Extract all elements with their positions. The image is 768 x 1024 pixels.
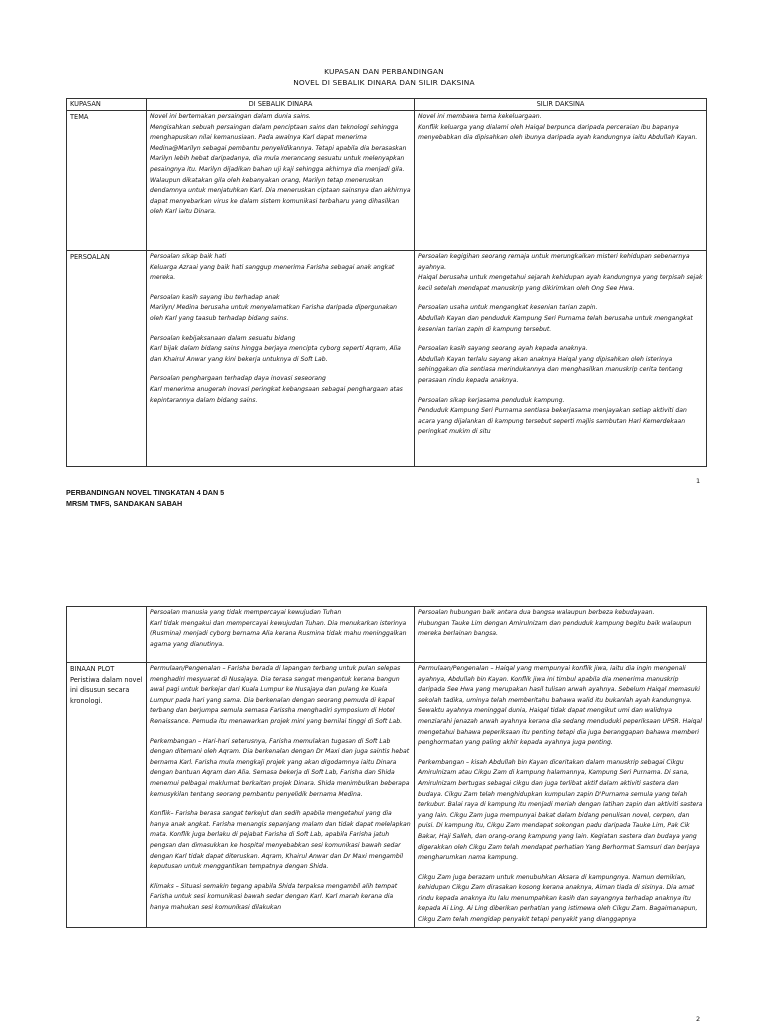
paragraph: Perkembangan – kisah Abdullah bin Kayan diceritakan dalam manuskrip sebagai Cikgu Amirulnizam atau Cikgu Zam di kampung halamannya, Kampung Seri Purnama. Di sana, Amirulnizam bertugas sebagai cikgu dan juga terlibat aktif dalam aktiviti sastera dan budaya. Cikgu Zam telah menghidupkan kumpulan zapin D'Purnama semula yang telah terkubur. Balai raya di kampung itu menjadi meriah dengan latihan zapin dan aktiviti sastera yang lain. Cikgu Zam juga mempunyai bakat dalam bidang penulisan novel, cerpen, dan puisi. Di kampung itu, Cikgu Zam mendapat sokongan padu daripada Tauke Lim, Pak Cik Bakar, Haji Salleh, dan orang-orang kampung yang lain. Kegiatan sastera dan budaya yang digerakkan oleh Cikgu Zam telah mendapat perhatian Yang Berhormat Samsuri dan berjaya mengharumkan nama kampung. <box>418 758 703 862</box>
paragraph: Persoalan kebijaksanaan dalam sesuatu bidang <box>150 334 296 342</box>
paragraph: Haiqal berusaha untuk mengetahui sejarah kehidupan ayah kandungnya yang terpisah sejak kecil setelah mendapat manuskrip yang dikirimkan oleh Ong See Hwa. <box>418 274 703 292</box>
table-row-binaan-plot <box>67 663 707 928</box>
paragraph: Persoalan kasih sayang seorang ayah kepada anaknya. <box>418 345 588 353</box>
paragraph: Keluarga Azraai yang baik hati sanggup menerima Farisha sebagai anak angkat mereka. <box>150 263 395 282</box>
paragraph: Penduduk Kampung Seri Purnama sentiasa bekerjasama menjayakan setiap aktiviti dan acara yang dijalankan di kampung tersebut seperti majlis sambutan Hari Kemerdekaan peringkat mukim di situ <box>418 407 687 436</box>
cell-silir-plot <box>415 663 707 928</box>
paragraph: Persoalan hubungan baik antara dua bangsa walaupun berbeza kebudayaan. <box>418 609 655 616</box>
paragraph: Karl menerima anugerah inovasi peringkat kebangsaan sebagai penghargaan atas kepintarannya dalam bidang sains. <box>150 385 403 404</box>
paragraph: Persoalan usaha untuk mengangkat kesenian tarian zapin. <box>418 304 598 312</box>
paragraph: Hubungan Tauke Lim dengan Amirulnizam dan penduduk kampung begitu baik walaupun mereka berlainan bangsa. <box>418 619 692 638</box>
row-label-tema: TEMA <box>67 111 147 251</box>
cell-dinara-persoalan <box>147 251 415 467</box>
page-number: 2 <box>696 1015 701 1023</box>
paragraph: Persoalan sikap baik hati <box>150 253 227 260</box>
document-subtitle: NOVEL DI SEBALIK DINARA DAN SILIR DAKSINA <box>293 78 475 87</box>
row-label-empty <box>67 607 147 663</box>
paragraph: Permulaan/Pengenalan – Farisha berada di lapangan terbang untuk pulan selepas menghadiri mesyuarat di Nusajaya. Dia terasa sangat mengantuk kerana bangun awal pagi untuk berkejar dari Kuala Lumpur ke Nusajaya dan pulang ke Kuala Lumpur pada hari yang sama. Dia berkenalan dengan seorang pemuda di kapal terbang dan berjumpa semula semasa Farissha menghadiri symposium di Hotel Renaissance. Pemuda itu menawarkan projek mini yang bernilai tinggi di Soft Lab. <box>150 665 403 725</box>
row-label-persoalan: PERSOALAN <box>67 251 147 467</box>
paragraph: Abdullah Kayan dan penduduk Kampung Seri Purnama telah berusaha untuk mengangkat kesenian tarian zapin di kampung tersebut. <box>418 314 693 333</box>
paragraph: Perkembangan – Hari-hari seterusnya, Farisha memulakan tugasan di Soft Lab dengan ditemani oleh Aqram. Dia berkenalan dengan Dr Maxi dan juga saintis hebat bernama Karl. Farisha mula mengkaji projek yang akan digodamnya iaitu Dinara dengan bantuan Aqram dan Alia. Semasa bekerja di Soft Lab, Farisha dan Shida menemui pelbagai maklumat berkaitan projek Dinara. Shida menimbulkan beberapa kemusykilan tentang seorang pembantu penyelidik bernama Medina. <box>150 737 410 798</box>
cell-dinara-plot <box>147 663 415 928</box>
cell-dinara-tema <box>147 111 415 251</box>
table-row-persoalan-continued <box>67 607 707 663</box>
paragraph: Novel ini bertemakan persaingan dalam dunia sains. <box>150 113 311 120</box>
paragraph: Konflik keluarga yang dialami oleh Haiqal berpunca daripada perceraian ibu bapanya menyebabkan dia dipisahkan oleh ibunya daripada ayah kandungnya iaitu Abdullah Kayan. <box>418 123 698 142</box>
paragraph: Marilyn/ Medina berusaha untuk menyelamatkan Farisha daripada dipergunakan oleh Karl yang taasub terhadap bidang sains. <box>150 304 397 322</box>
paragraph: Abdullah Kayan terlalu sayang akan anaknya Haiqal yang dipisahkan oleh isterinya sehinggakan dia sentiasa merindukannya dan menghasilkan manuskrip cerita tentang perasaan rindu kepada anaknya. <box>418 355 683 384</box>
footer-title: PERBANDINGAN NOVEL TINGKATAN 4 DAN 5 <box>66 488 225 497</box>
paragraph: Persoalan kegigihan seorang remaja untuk merungkaikan misteri kehidupan sebenarnya ayahnya. <box>418 253 690 271</box>
paragraph: Persoalan manusia yang tidak mempercayai kewujudan Tuhan <box>150 609 342 616</box>
paragraph: Mengisahkan sebuah persaingan dalam penciptaan sains dan teknologi sehingga menghapuskan nilai kemanusiaan. Pada awalnya Karl dapat menerima Medina@Marilyn sebagai pembantu penyelidikannya. Tetapi apabila dia berasaskan Marilyn lebih hebat daripadanya, dia mula merancang sesuatu untuk melenyapkan pesaingnya itu. Marilyn dijadikan bahan uji kaji sehingga akhirnya dia menjadi gila. Walaupun dikatakan gila oleh kebanyakan orang, Marilyn tetap meneruskan dendamnya untuk menjatuhkan Karl. Dia meneruskan ciptaan sainsnya dan akhirnya dapat menyebarkan virus ke dalam sistem komunikasi terbaharu yang dihasilkan oleh Karl iaitu Dinara. <box>150 123 411 216</box>
paragraph: Konflik– Farisha berasa sangat terkejut dan sedih apabila mengetahui yang dia hanya anak angkat. Farisha menangis sepanjang malam dan tidak dapat melelapkan mata. Konflik juga berlaku di pejabat Farisha di Soft Lab, apabila Farisha jatuh pengsan dan dimasukkan ke hospital menyebabkan sesi komunikasi bawah sedar dengan Karl tidak dapat diteruskan. Aqram, Khairul Anwar dan Dr Maxi mengambil keputusan untuk menggantikan tempatnya dengan Shida. <box>150 810 411 871</box>
header-kupasan: KUPASAN <box>67 99 147 111</box>
cell-silir-persoalan-cont <box>415 607 707 663</box>
table-header-row <box>67 99 707 111</box>
paragraph: Persoalan sikap kerjasama penduduk kampung. <box>418 396 565 404</box>
paragraph: Karl bijak dalam bidang sains hingga berjaya mencipta cyborg seperti Aqram, Alia dan Khairul Anwar yang kini bekerja untuknya di Soft Lab. <box>150 345 401 363</box>
cell-silir-persoalan <box>415 251 707 467</box>
paragraph: Permulaan/Pengenalan – Haiqal yang mempunyai konflik jiwa, iaitu dia ingin mengenali ayahnya, Abdullah bin Kayan. Konflik jiwa ini timbul apabila dia menerima manuskrip daripada See Hwa yang merupakan hasil tulisan arwah ayahnya. Sebelum Haiqal memasuki sekolah tadika, uminya telah memberitahu bahawa walid itu bukanlah ayah kandungnya. Sewaktu ayahnya meninggal dunia, Haiqal tidak dapat mengikut umi dan walidnya menziarahi jenazah arwah ayahnya kerana dia sedang menduduki peperiksaan UPSR. Haiqal mengetahui bahawa peperiksaan itu penting tetapi dia juga beranggapan bahawa memberi penghormatan yang paling akhir kepada ayahnya juga penting. <box>418 665 702 747</box>
footer-school: MRSM TMFS, SANDAKAN SABAH <box>66 499 183 508</box>
paragraph: Persoalan penghargaan terhadap daya inovasi seseorang <box>150 375 326 383</box>
row-label-subtitle: Peristiwa dalam novel ini disusun secara kronologi. <box>70 675 143 705</box>
document-title: KUPASAN DAN PERBANDINGAN <box>324 67 444 76</box>
paragraph: Persoalan kasih sayang ibu terhadap anak <box>150 293 280 301</box>
paragraph: Cikgu Zam juga berazam untuk menubuhkan Aksara di kampungnya. Namun demikian, kehidupan Cikgu Zam dirasakan kosong kerana anaknya, Aiman tiada di sisinya. Dia amat rindu kepada anaknya itu lalu menumpahkan kasih dan sayangnya terhadap anaknya itu kepada Ai Ling. Ai Ling diberikan perhatian yang istimewa oleh Cikgu Zam. Bagaimanapun, Cikgu Zam telah mengidap penyakit tetapi penyakit yang dianggapnya <box>418 873 698 924</box>
page-2 <box>0 560 768 1024</box>
table-row-tema <box>67 111 707 251</box>
row-label-binaan-plot <box>67 663 147 928</box>
comparison-table-page-1 <box>66 98 707 467</box>
paragraph: Klimaks – Situasi semakin tegang apabila Shida terpaksa mengambil alih tempat Farisha untuk sesi komunikasi bawah sedar dengan Karl. Karl marah kerana dia hanya mahukan sesi komunikasi dilakukan <box>150 882 398 911</box>
header-dinara: DI SEBALIK DINARA <box>147 99 415 111</box>
comparison-table-page-2 <box>66 606 707 928</box>
cell-dinara-persoalan-cont <box>147 607 415 663</box>
table-row-persoalan <box>67 251 707 467</box>
row-label-title: BINAAN PLOT <box>70 665 115 673</box>
paragraph: Novel ini membawa tema kekeluargaan. <box>418 113 542 120</box>
paragraph: Karl tidak mengakui dan mempercayai kewujudan Tuhan. Dia menukarkan isterinya (Rusmina) menjadi cyborg bernama Alia kerana Rusmina tidak mahu meninggalkan agama yang dianutinya. <box>150 619 407 648</box>
cell-silir-tema <box>415 111 707 251</box>
header-silir: SILIR DAKSINA <box>415 99 707 111</box>
page-number: 1 <box>696 477 701 485</box>
